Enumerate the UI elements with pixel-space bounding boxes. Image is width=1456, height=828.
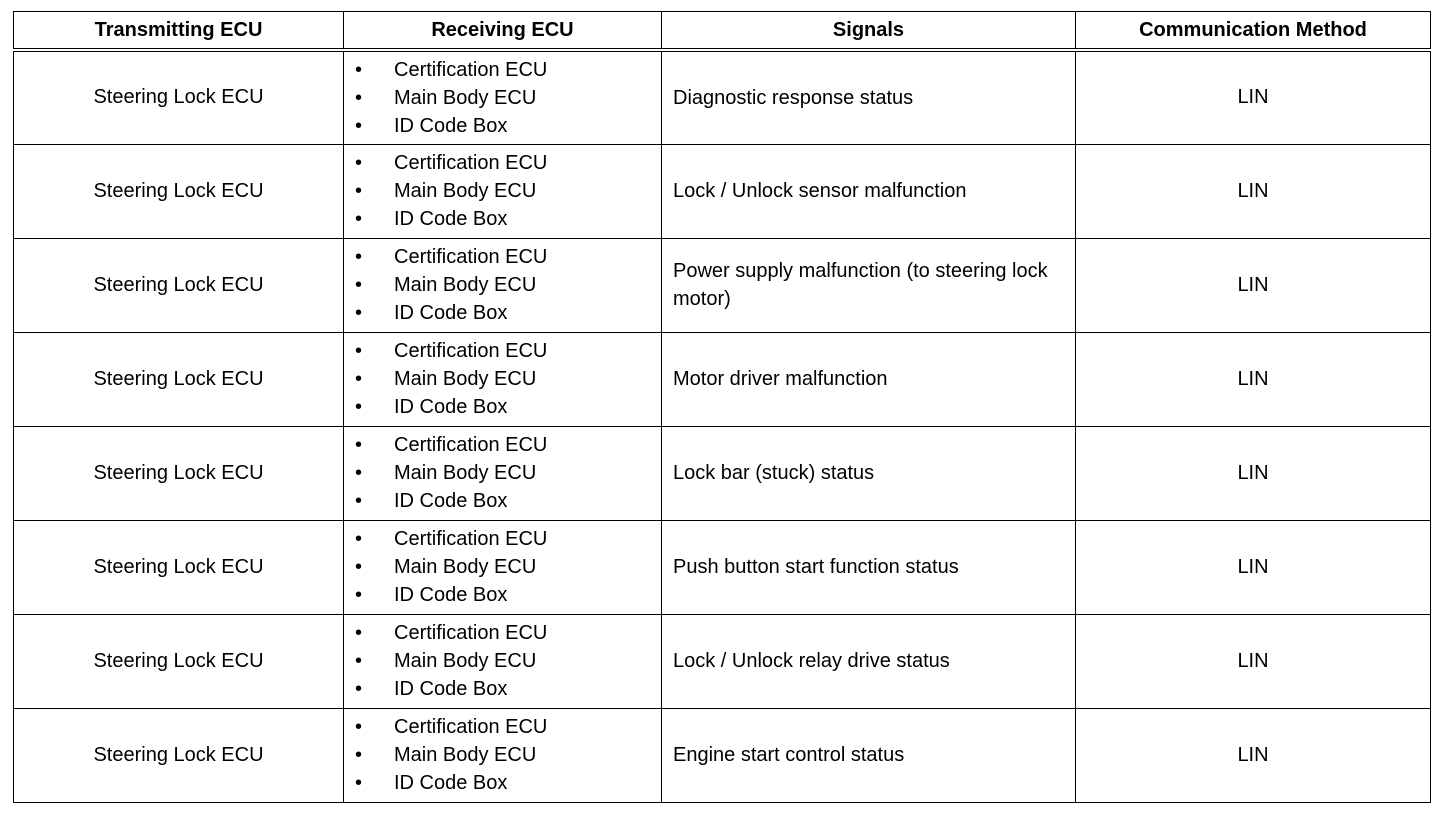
bullet-icon: • [355, 744, 363, 766]
signal-cell: Lock / Unlock relay drive status [662, 614, 1076, 708]
table-row [14, 708, 1431, 802]
bullet-icon: • [355, 528, 363, 550]
receiving-ecu-cell [344, 708, 662, 802]
receiving-ecu-label: ID Code Box [394, 584, 508, 606]
table-row [14, 238, 1431, 332]
receiving-ecu-item [355, 675, 661, 703]
ecu-communication-table [13, 11, 1431, 803]
communication-method-cell: LIN [1076, 614, 1431, 708]
receiving-ecu-label: Main Body ECU [394, 86, 537, 109]
bullet-icon: • [355, 152, 363, 174]
receiving-ecu-label: Main Body ECU [394, 650, 537, 672]
receiving-ecu-label: Certification ECU [394, 434, 548, 456]
bullet-icon: • [355, 340, 363, 362]
receiving-ecu-cell [344, 144, 662, 238]
header-receiving-ecu: Receiving ECU [344, 12, 662, 51]
receiving-ecu-list [355, 337, 661, 421]
receiving-ecu-label: Certification ECU [394, 528, 548, 550]
receiving-ecu-cell [344, 50, 662, 144]
table-row [14, 50, 1431, 144]
communication-method-cell: LIN [1076, 426, 1431, 520]
receiving-ecu-item [355, 299, 661, 327]
header-signals: Signals [662, 12, 1076, 51]
signal-cell: Diagnostic response status [662, 50, 1076, 144]
communication-method-cell: LIN [1076, 520, 1431, 614]
receiving-ecu-item [355, 741, 661, 769]
transmitting-ecu-cell: Steering Lock ECU [14, 520, 344, 614]
receiving-ecu-item [355, 487, 661, 515]
bullet-icon: • [355, 490, 363, 512]
receiving-ecu-label: Certification ECU [394, 716, 548, 738]
transmitting-ecu-cell: Steering Lock ECU [14, 708, 344, 802]
signal-cell: Motor driver malfunction [662, 332, 1076, 426]
table-row [14, 144, 1431, 238]
bullet-icon: • [355, 368, 363, 390]
transmitting-ecu-cell: Steering Lock ECU [14, 426, 344, 520]
bullet-icon: • [355, 650, 363, 672]
bullet-icon: • [355, 678, 363, 700]
receiving-ecu-list [355, 56, 661, 140]
table-row [14, 614, 1431, 708]
communication-method-cell: LIN [1076, 708, 1431, 802]
receiving-ecu-item [355, 56, 661, 84]
bullet-icon: • [355, 772, 363, 794]
bullet-icon: • [355, 584, 363, 606]
receiving-ecu-item [355, 365, 661, 393]
table-row [14, 332, 1431, 426]
receiving-ecu-item [355, 84, 661, 112]
transmitting-ecu-cell: Steering Lock ECU [14, 144, 344, 238]
bullet-icon: • [355, 434, 363, 456]
communication-method-cell: LIN [1076, 332, 1431, 426]
bullet-icon: • [355, 396, 363, 418]
receiving-ecu-label: Certification ECU [394, 340, 548, 362]
receiving-ecu-list [355, 243, 661, 327]
receiving-ecu-item [355, 431, 661, 459]
bullet-icon: • [355, 246, 363, 268]
bullet-icon: • [355, 86, 363, 109]
receiving-ecu-item [355, 337, 661, 365]
receiving-ecu-item [355, 271, 661, 299]
signal-cell: Push button start function status [662, 520, 1076, 614]
receiving-ecu-item [355, 459, 661, 487]
receiving-ecu-list [355, 619, 661, 703]
receiving-ecu-item [355, 619, 661, 647]
receiving-ecu-label: ID Code Box [394, 396, 508, 418]
receiving-ecu-item [355, 581, 661, 609]
communication-method-cell: LIN [1076, 144, 1431, 238]
transmitting-ecu-cell: Steering Lock ECU [14, 332, 344, 426]
receiving-ecu-label: Certification ECU [394, 622, 548, 644]
header-communication-method: Communication Method [1076, 12, 1431, 51]
receiving-ecu-item [355, 647, 661, 675]
bullet-icon: • [355, 58, 363, 81]
receiving-ecu-list [355, 431, 661, 515]
bullet-icon: • [355, 556, 363, 578]
bullet-icon: • [355, 180, 363, 202]
signal-cell: Engine start control status [662, 708, 1076, 802]
receiving-ecu-item [355, 177, 661, 205]
receiving-ecu-item [355, 112, 661, 140]
communication-method-cell: LIN [1076, 50, 1431, 144]
receiving-ecu-cell [344, 520, 662, 614]
header-row [14, 12, 1431, 51]
receiving-ecu-item [355, 553, 661, 581]
receiving-ecu-cell [344, 238, 662, 332]
bullet-icon: • [355, 114, 363, 137]
receiving-ecu-label: Certification ECU [394, 58, 548, 81]
receiving-ecu-item [355, 243, 661, 271]
receiving-ecu-item [355, 205, 661, 233]
signal-cell: Lock / Unlock sensor malfunction [662, 144, 1076, 238]
transmitting-ecu-cell: Steering Lock ECU [14, 614, 344, 708]
receiving-ecu-item [355, 713, 661, 741]
header-transmitting-ecu: Transmitting ECU [14, 12, 344, 51]
receiving-ecu-label: Main Body ECU [394, 368, 537, 390]
bullet-icon: • [355, 622, 363, 644]
transmitting-ecu-cell: Steering Lock ECU [14, 238, 344, 332]
receiving-ecu-label: Certification ECU [394, 246, 548, 268]
table-row [14, 426, 1431, 520]
receiving-ecu-label: ID Code Box [394, 772, 508, 794]
bullet-icon: • [355, 716, 363, 738]
receiving-ecu-cell [344, 332, 662, 426]
receiving-ecu-item [355, 525, 661, 553]
receiving-ecu-item [355, 149, 661, 177]
signal-cell: Lock bar (stuck) status [662, 426, 1076, 520]
receiving-ecu-label: Certification ECU [394, 152, 548, 174]
signal-cell: Power supply malfunction (to steering lock motor) [662, 238, 1076, 332]
receiving-ecu-label: Main Body ECU [394, 744, 537, 766]
transmitting-ecu-cell: Steering Lock ECU [14, 50, 344, 144]
receiving-ecu-label: Main Body ECU [394, 556, 537, 578]
receiving-ecu-label: Main Body ECU [394, 180, 537, 202]
table-row [14, 520, 1431, 614]
communication-method-cell: LIN [1076, 238, 1431, 332]
receiving-ecu-label: Main Body ECU [394, 274, 537, 296]
receiving-ecu-list [355, 525, 661, 609]
receiving-ecu-item [355, 393, 661, 421]
receiving-ecu-label: ID Code Box [394, 208, 508, 230]
receiving-ecu-label: ID Code Box [394, 490, 508, 512]
receiving-ecu-cell [344, 426, 662, 520]
bullet-icon: • [355, 208, 363, 230]
receiving-ecu-label: Main Body ECU [394, 462, 537, 484]
receiving-ecu-list [355, 713, 661, 797]
receiving-ecu-list [355, 149, 661, 233]
receiving-ecu-label: ID Code Box [394, 114, 508, 137]
receiving-ecu-label: ID Code Box [394, 678, 508, 700]
bullet-icon: • [355, 462, 363, 484]
receiving-ecu-item [355, 769, 661, 797]
bullet-icon: • [355, 274, 363, 296]
receiving-ecu-cell [344, 614, 662, 708]
receiving-ecu-label: ID Code Box [394, 302, 508, 324]
table-header [14, 12, 1431, 51]
bullet-icon: • [355, 302, 363, 324]
table-body [14, 50, 1431, 802]
